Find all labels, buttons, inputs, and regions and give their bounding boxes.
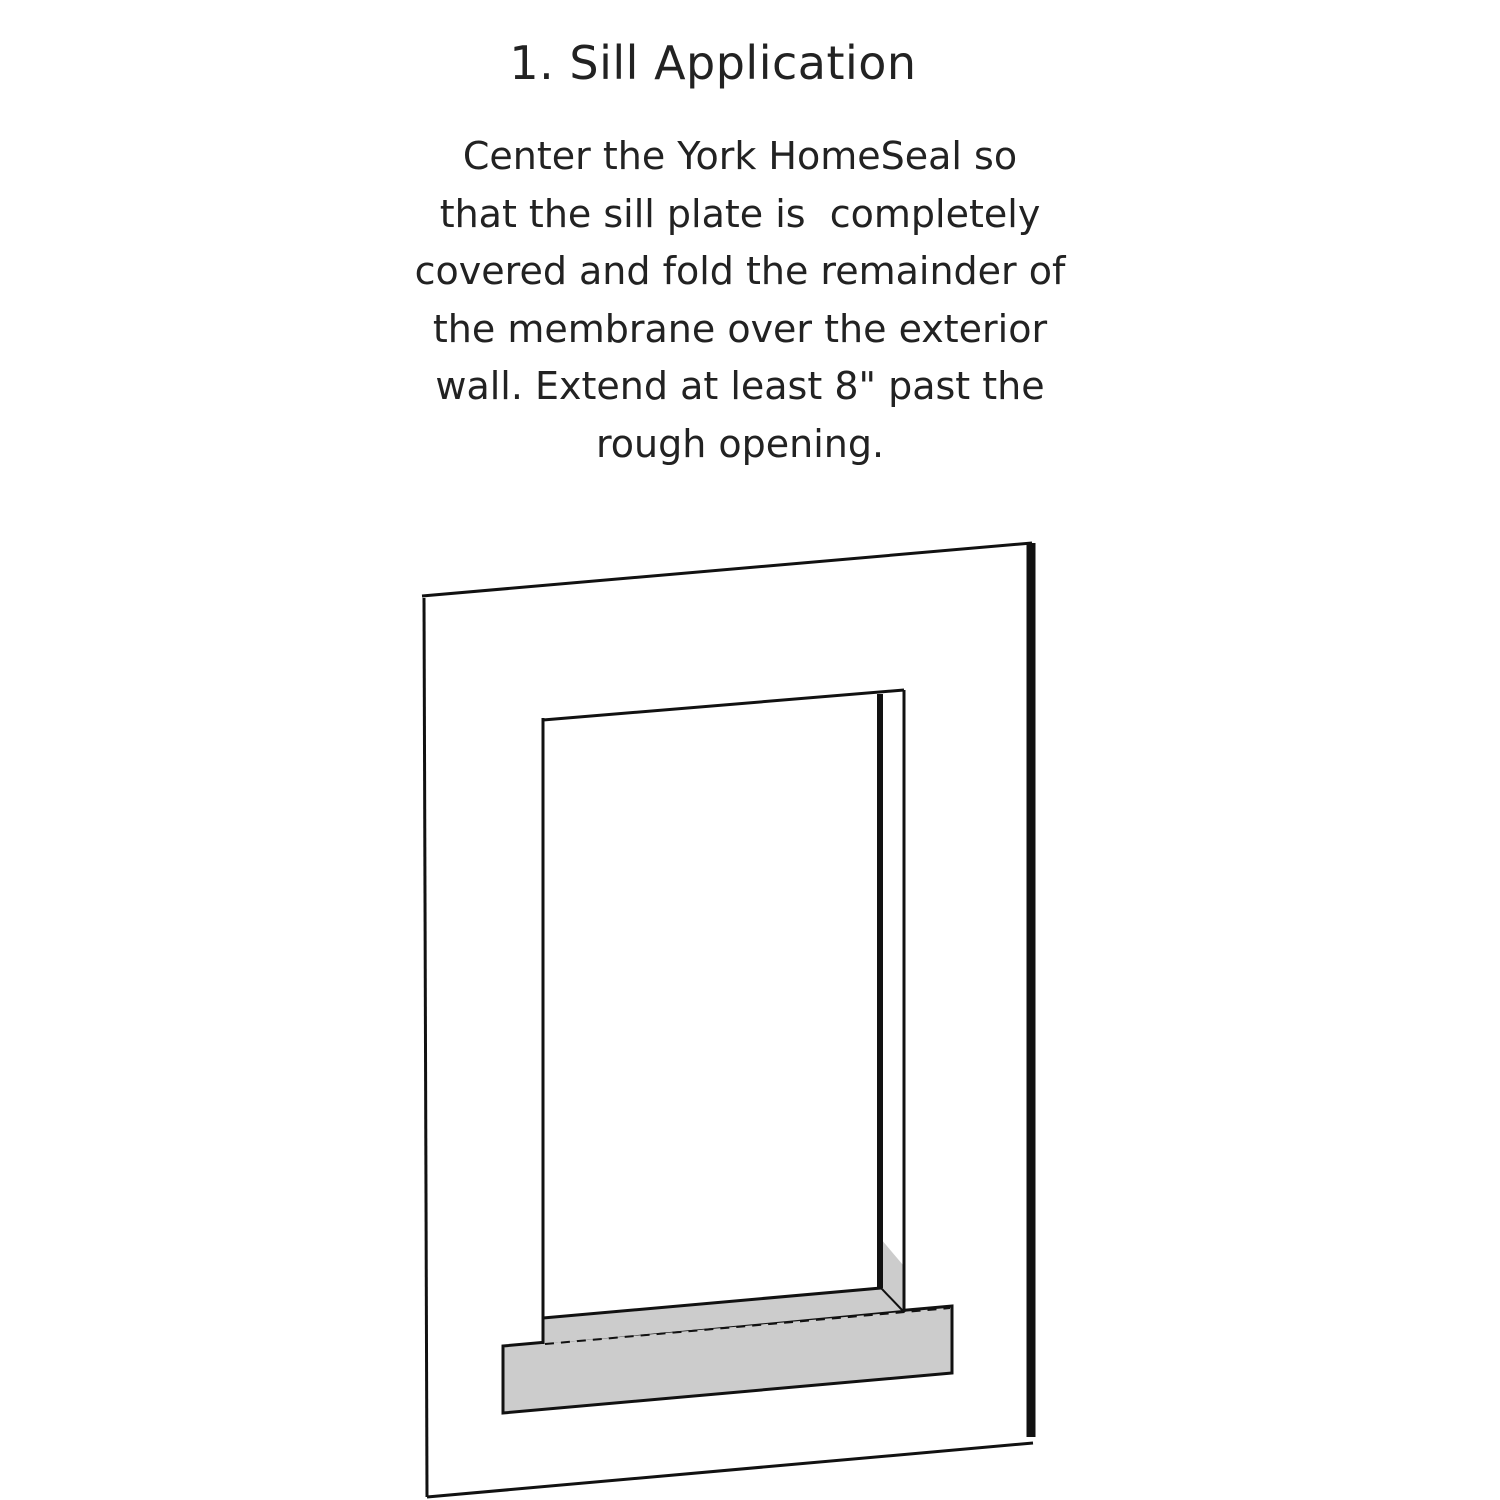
wall-top-edge [422,543,1032,596]
step-title: 1. Sill Application [509,36,917,90]
instruction-line: rough opening. [595,421,885,466]
rough-opening [543,690,904,1344]
opening-top-edge [543,690,904,720]
instruction-line: Center the York HomeSeal so [462,134,1018,178]
instruction-line: the membrane over the exterior [432,306,1048,351]
instruction-line: covered and fold the remainder of [414,249,1066,293]
instruction-line: that the sill plate is completely [439,191,1041,236]
wall-bottom-edge [427,1443,1033,1497]
wall-left-edge [424,598,427,1497]
instruction-line: wall. Extend at least 8" past the [435,364,1045,408]
